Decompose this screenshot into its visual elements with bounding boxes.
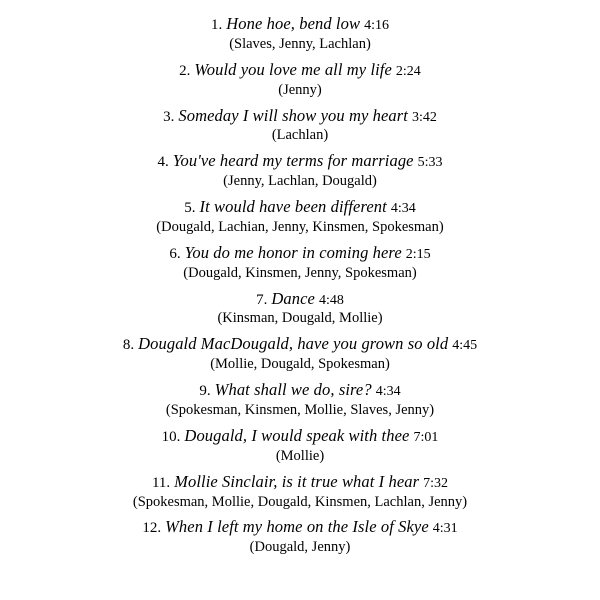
track-title: Would you love me all my life (194, 59, 392, 79)
track-title: What shall we do, sire? (214, 380, 372, 400)
track-duration: 2:24 (395, 63, 421, 79)
track-performers: (Lachlan) (271, 127, 329, 144)
track-heading (20, 14, 580, 35)
track-heading (20, 334, 580, 355)
track-performers: (Spokesman, Mollie, Dougald, Kinsmen, Lachlan, Jenny) (132, 493, 468, 510)
track-performers: (Jenny, Lachlan, Dougald) (223, 173, 377, 190)
track-heading (20, 243, 580, 264)
list-item (20, 380, 580, 419)
track-duration: 7:01 (413, 429, 439, 445)
track-title: You've heard my terms for marriage (172, 151, 414, 171)
list-item (20, 14, 580, 53)
track-heading (20, 426, 580, 447)
track-performers: (Jenny) (278, 81, 322, 98)
list-item (20, 106, 580, 145)
track-duration: 2:15 (405, 246, 431, 262)
track-title: Hone hoe, bend low (226, 14, 361, 33)
track-title: When I left my home on the Isle of Skye (165, 517, 429, 537)
track-duration: 7:32 (423, 475, 449, 491)
track-number: 2. (179, 62, 191, 79)
track-performers: (Dougald, Kinsmen, Jenny, Spokesman) (183, 264, 417, 281)
list-item (20, 197, 580, 236)
track-number: 9. (199, 383, 211, 400)
track-performers: (Kinsman, Dougald, Mollie) (217, 310, 383, 327)
list-item (20, 60, 580, 99)
track-number: 6. (169, 245, 181, 262)
track-title: Mollie Sinclair, is it true what I hear (174, 471, 420, 491)
track-title: Dougald, I would speak with thee (184, 425, 410, 445)
track-number: 12. (142, 520, 162, 537)
track-duration: 3:42 (411, 109, 437, 125)
track-number: 10. (161, 428, 181, 445)
track-heading (20, 472, 580, 493)
track-performers: (Spokesman, Kinsmen, Mollie, Slaves, Jenny) (165, 402, 435, 418)
list-item (20, 517, 580, 556)
track-performers: (Dougald, Lachian, Jenny, Kinsmen, Spokesman) (156, 218, 444, 235)
track-number: 8. (122, 337, 135, 354)
track-duration: 4:34 (390, 201, 416, 217)
track-title: Dougald MacDougald, have you grown so old (138, 334, 449, 354)
track-heading (20, 289, 580, 310)
list-item (20, 243, 580, 282)
track-number: 1. (211, 17, 223, 33)
track-duration: 4:34 (375, 384, 401, 400)
track-duration: 4:45 (452, 338, 478, 354)
track-duration: 4:48 (318, 292, 344, 308)
track-title: It would have been different (199, 197, 387, 217)
list-item (20, 151, 580, 190)
track-duration: 4:31 (432, 521, 458, 537)
list-item (20, 289, 580, 328)
track-heading (20, 197, 580, 218)
track-title: Dance (271, 288, 315, 308)
track-heading (20, 517, 580, 538)
track-performers: (Mollie, Dougald, Spokesman) (210, 356, 390, 373)
track-title: You do me honor in coming here (184, 242, 402, 262)
list-item (20, 472, 580, 511)
list-item (20, 334, 580, 373)
track-title: Someday I will show you my heart (178, 105, 408, 125)
track-heading (20, 60, 580, 81)
track-performers: (Dougald, Jenny) (249, 539, 351, 556)
track-heading (20, 380, 580, 401)
track-number: 4. (157, 154, 169, 171)
list-item (20, 426, 580, 465)
track-heading (20, 106, 580, 127)
track-number: 7. (256, 291, 268, 308)
track-duration: 5:33 (417, 155, 443, 171)
track-duration: 4:16 (364, 18, 389, 33)
track-number: 5. (184, 200, 196, 217)
track-number: 3. (163, 108, 175, 125)
track-heading (20, 151, 580, 172)
track-performers: (Mollie) (275, 447, 325, 464)
track-performers: (Slaves, Jenny, Lachlan) (229, 35, 371, 52)
track-number: 11. (151, 474, 171, 491)
